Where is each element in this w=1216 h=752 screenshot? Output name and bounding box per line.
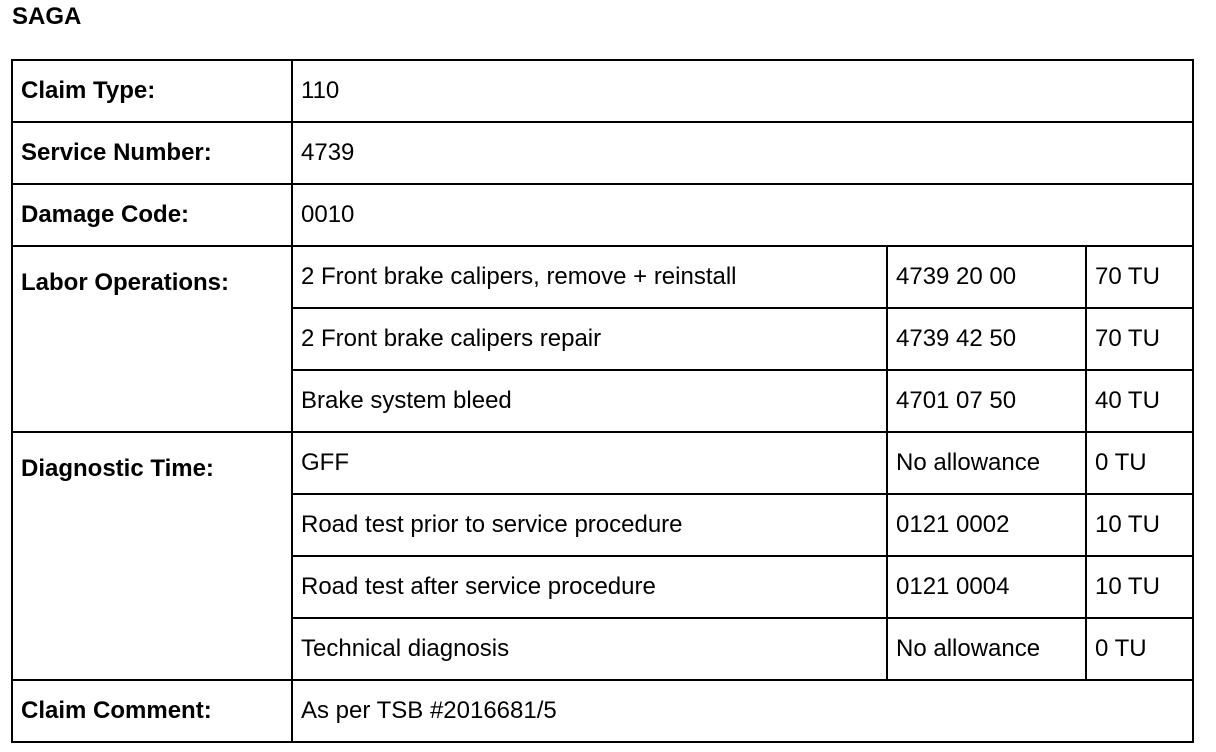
row-claim-comment: [12, 680, 1193, 742]
diagnostic-description: Road test prior to service procedure: [292, 494, 887, 556]
row-damage-code: [12, 184, 1193, 246]
table-row: [12, 246, 1193, 308]
diagnostic-description: Technical diagnosis: [292, 618, 887, 680]
labor-description: Brake system bleed: [292, 370, 887, 432]
diagnostic-time: 0 TU: [1086, 618, 1193, 680]
diagnostic-time: 0 TU: [1086, 432, 1193, 494]
diagnostic-code: 0121 0002: [887, 494, 1086, 556]
labor-description: 2 Front brake calipers repair: [292, 308, 887, 370]
labor-time: 70 TU: [1086, 308, 1193, 370]
labor-description: 2 Front brake calipers, remove + reinstall: [292, 246, 887, 308]
claim-table: [11, 59, 1194, 743]
table-row: [12, 432, 1193, 494]
damage-code-value: 0010: [292, 184, 1193, 246]
diagnostic-time-label: Diagnostic Time:: [12, 432, 292, 680]
claim-comment-value: As per TSB #2016681/5: [292, 680, 1193, 742]
diagnostic-time: 10 TU: [1086, 494, 1193, 556]
diagnostic-code: No allowance: [887, 432, 1086, 494]
labor-code: 4739 42 50: [887, 308, 1086, 370]
diagnostic-time: 10 TU: [1086, 556, 1193, 618]
diagnostic-code: No allowance: [887, 618, 1086, 680]
diagnostic-description: Road test after service procedure: [292, 556, 887, 618]
labor-operations-label: Labor Operations:: [12, 246, 292, 432]
document-title: SAGA: [12, 3, 82, 30]
diagnostic-description: GFF: [292, 432, 887, 494]
labor-code: 4739 20 00: [887, 246, 1086, 308]
row-service-number: [12, 122, 1193, 184]
row-claim-type: [12, 60, 1193, 122]
labor-code: 4701 07 50: [887, 370, 1086, 432]
claim-type-value: 110: [292, 60, 1193, 122]
labor-time: 70 TU: [1086, 246, 1193, 308]
damage-code-label: Damage Code:: [12, 184, 292, 246]
claim-type-label: Claim Type:: [12, 60, 292, 122]
service-number-label: Service Number:: [12, 122, 292, 184]
labor-time: 40 TU: [1086, 370, 1193, 432]
diagnostic-code: 0121 0004: [887, 556, 1086, 618]
service-number-value: 4739: [292, 122, 1193, 184]
claim-comment-label: Claim Comment:: [12, 680, 292, 742]
